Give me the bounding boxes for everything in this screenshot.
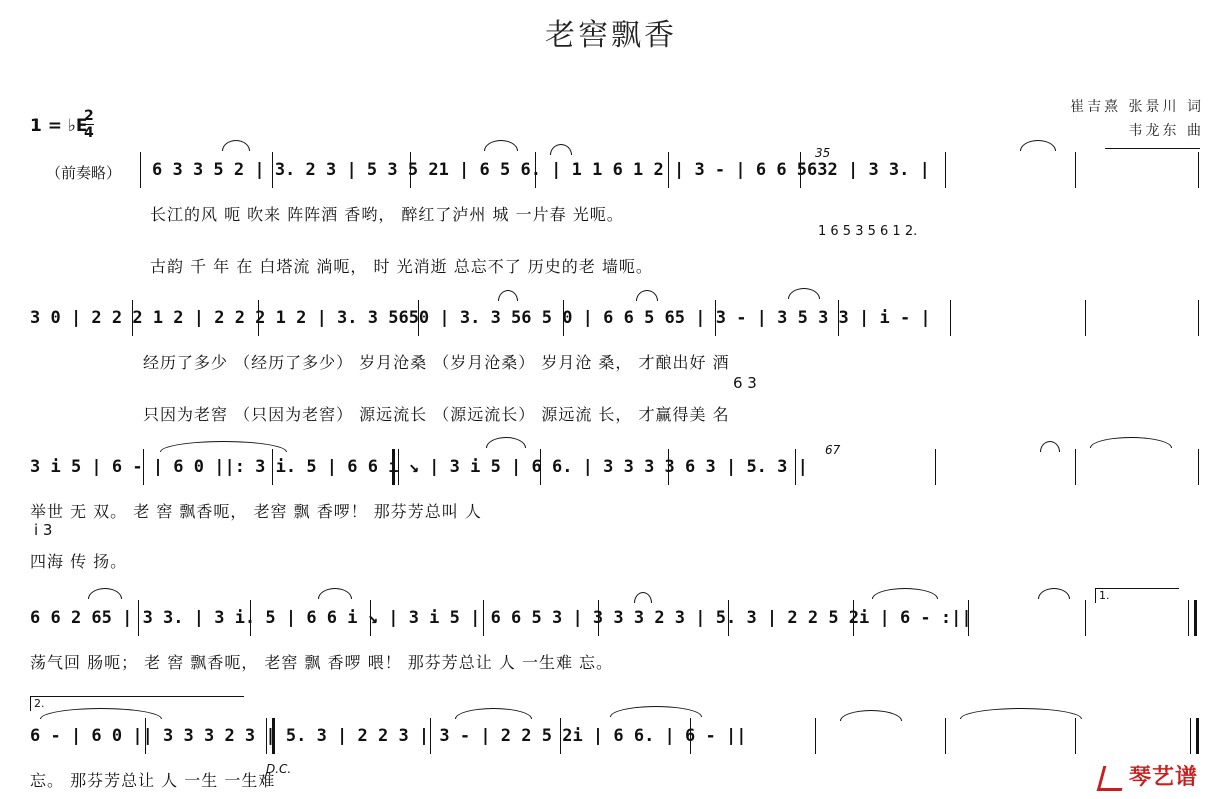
notes-line-1: 6 3 3 5 2 | 3. 2 3 | 5 3 5 21 | 6 5 6. | 1 1 6 1 2 | 3 - | 6 6 5632 | 3 3. | xyxy=(152,160,930,180)
alt-notes-line-2: 6 3 xyxy=(733,374,757,392)
lyrics-line-2-verse-2: 只因为老窖 （只因为老窖） 源远流长 （源远流长） 源远流 长， 才赢得美 名 xyxy=(143,405,730,424)
notes-line-2: 3 0 | 2 2 2 1 2 | 2 2 2 1 2 | 3. 3 5650 | 3. 3 56 5 0 | 6 6 5 65 | 3 - | 3 5 3 3 | i - | xyxy=(30,308,931,328)
da-capo: D.C. xyxy=(266,762,292,776)
alt-notes-line-1: 1 6 5 3 5 6 1 2. xyxy=(818,224,918,239)
prelude-note: （前奏略） xyxy=(46,164,122,182)
volta-2: 2. xyxy=(30,696,244,711)
grace-note: 35 xyxy=(815,146,831,160)
key-signature: 1 = ♭E xyxy=(30,116,88,136)
notes-line-5: 6 - | 6 0 || 3 3 3 2 3 | 5. 3 | 2 2 3 | 3 - | 2 2 5 2i | 6 6. | 6 - || xyxy=(30,726,747,746)
lyrics-line-3-verse-2: 四海 传 扬。 xyxy=(30,552,128,571)
lyrics-line-3-verse-1: 举世 无 双。 老 窖 飘香呃， 老窖 飘 香啰！ 那芬芳总叫 人 xyxy=(30,502,482,521)
composer-credit: 韦龙东 曲 xyxy=(1128,123,1204,139)
lyrics-line-5-verse-1: 忘。 那芬芳总让 人 一生 一生难 xyxy=(30,771,276,790)
lyrics-line-1-verse-1: 长江的风 呃 吹来 阵阵酒 香哟， 醉红了泸州 城 一片春 光呃。 xyxy=(150,205,624,224)
lyrics-line-1-verse-2: 古韵 千 年 在 白塔流 淌呃， 时 光消逝 总忘不了 历史的老 墙呃。 xyxy=(150,257,653,276)
notes-line-4: 6 6 2 65 | 3 3. | 3 i. 5 | 6 6 i ↘ | 3 i 5 | 6 6 5 3 | 3 3 3 2 3 | 5. 3 | 2 2 5 2i | 6 - :|| xyxy=(30,608,972,628)
lyrics-line-4-verse-1: 荡气回 肠呃； 老 窖 飘香呃， 老窖 飘 香啰 喂！ 那芬芳总让 人 一生难 忘。 xyxy=(30,653,614,672)
alt-notes-line-3: i 3 xyxy=(34,521,53,539)
notes-line-3: 3 i 5 | 6 - | 6 0 ||: 3 i. 5 | 6 6 i ↘ | 3 i 5 | 6 6. | 3 3 3 3 6 3 | 5. 3 | xyxy=(30,457,808,477)
logo-icon xyxy=(1097,766,1129,791)
grace-note-2: 67 xyxy=(825,443,841,457)
lyricist-credit: 崔吉熹 张景川 词 xyxy=(1070,99,1204,115)
lyrics-line-2-verse-1: 经历了多少 （经历了多少） 岁月沧桑 （岁月沧桑） 岁月沧 桑， 才酿出好 酒 xyxy=(143,353,730,372)
volta-1: 1. xyxy=(1095,588,1179,603)
site-logo[interactable]: 琴艺谱 xyxy=(1100,760,1198,791)
song-title: 老窖飘香 xyxy=(545,18,677,53)
time-signature: 2 4 xyxy=(84,108,94,141)
